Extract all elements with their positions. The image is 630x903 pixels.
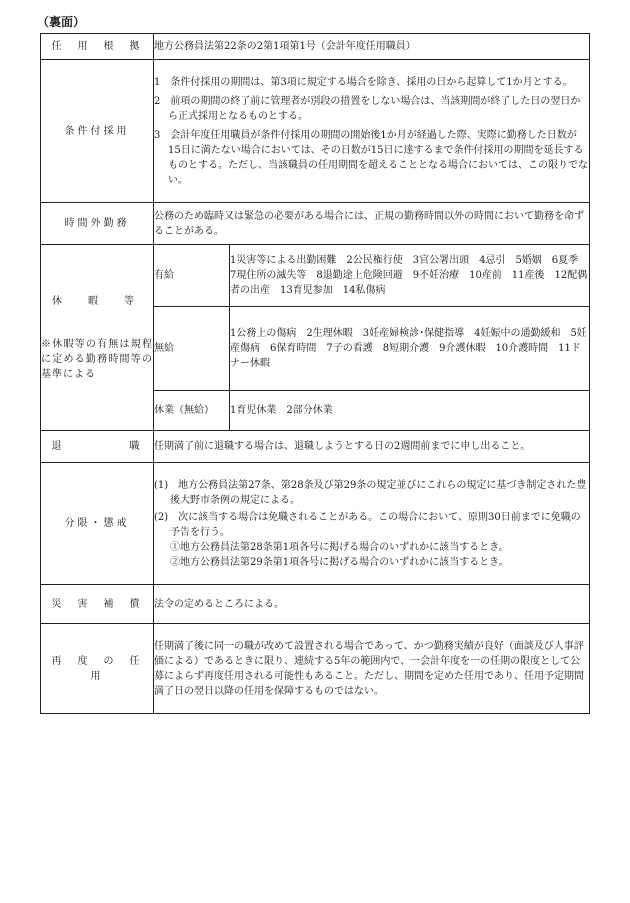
resignation-label: 退 職 (41, 431, 154, 463)
row-compensation (41, 585, 590, 624)
leave-label-cell (41, 245, 154, 431)
discipline-label: 分限・懲戒 (41, 463, 154, 585)
leave-note: ※休暇等の有無は規程に定める勤務時間等の基準による (41, 338, 153, 380)
row-discipline (41, 463, 590, 585)
row-reappointment (41, 624, 590, 714)
employment-terms-table (40, 33, 590, 714)
discipline-subitem-1: ①地方公務員法第28条第1項各号に掲げる場合のいずれかに該当するとき。 (170, 541, 509, 553)
conditional-items (154, 60, 590, 203)
leave-paid-value: 1災害等による出勤困難 2公民権行使 3官公署出頭 4忌引 5婚姻 6夏季 7現住所の滅失等 8退勤途上危険回避 9不妊治療 10産前 11産後 12配偶者の出産 13育児参加 14私傷病 (230, 245, 590, 307)
row-basis (41, 34, 590, 60)
conditional-item-1: 1 条件付採用の期間は、第3項に規定する場合を除き、採用の日から起算して1か月とする。 (154, 76, 573, 88)
leave-unpaid-value: 1公務上の傷病 2生理休暇 3妊産婦検診･保健指導 4妊娠中の通勤緩和 5妊産傷病 6保育時間 7子の看護 8短期介護 9介護休暇 10介護時間 11ドナー休暇 (230, 307, 590, 391)
discipline-item-1: (1) 地方公務員法第27条、第28条及び第29条の規定並びにこれらの規定に基づき制定された豊後大野市条例の規定による。 (154, 479, 587, 506)
discipline-item-2: (2) 次に該当する場合は免職されることがある。この場合において、原則30日前までに免職の予告を行う。 (154, 511, 581, 538)
row-overtime (41, 203, 590, 245)
basis-value: 地方公務員法第22条の2第1項第1号（会計年度任用職員） (154, 34, 590, 60)
leave-label: 休 暇 等 (52, 295, 142, 307)
conditional-label: 条件付採用 (41, 60, 154, 203)
row-conditional (41, 60, 590, 203)
discipline-items (154, 463, 590, 585)
conditional-item-2: 2 前項の期間の終了前に管理者が別段の措置をしない場合は、当該期間が終了した日の翌日から正式採用となるものとする。 (154, 95, 581, 122)
discipline-subitem-2: ②地方公務員法第29条第1項各号に掲げる場合のいずれかに該当するとき。 (170, 556, 509, 568)
overtime-label: 時間外勤務 (41, 203, 154, 245)
leave-suspension-label: 休業（無給） (154, 391, 230, 431)
overtime-value: 公務のため臨時又は緊急の必要がある場合には、正規の勤務時間以外の時間において勤務を命ずることがある。 (154, 203, 590, 245)
reverse-side-label: （裏面） (37, 15, 86, 29)
leave-paid-label: 有給 (154, 245, 230, 307)
row-resignation (41, 431, 590, 463)
basis-label: 任 用 根 拠 (41, 34, 154, 60)
leave-unpaid-label: 無給 (154, 307, 230, 391)
leave-suspension-value: 1育児休業 2部分休業 (230, 391, 590, 431)
row-leave-paid (41, 245, 590, 307)
reappointment-value: 任期満了後に同一の職が改めて設置される場合であって、かつ勤務実績が良好（面談及び人事評価による）であるときに限り、連続する5年の範囲内で、一会計年度を一の任期の限度として公募によらず再度任用される可能性もあること。ただし、期間を定めた任用であり、任用予定期間満了日の翌日以降の任用を保障するものではない。 (154, 624, 590, 714)
conditional-item-3: 3 会計年度任用職員が条件付採用の期間の開始後1か月が経過した際、実際に勤務した日数が15日に満たない場合においては、その日数が15日に達するまで条件付採用の期間を延長するものとする。ただし、当該職員の任用期間を超えることとなる場合においては、この限りでない。 (154, 129, 588, 186)
reappointment-label: 再 度 の 任 用 (41, 624, 154, 714)
resignation-value: 任期満了前に退職する場合は、退職しようとする日の2週間前までに申し出ること。 (154, 431, 590, 463)
compensation-label: 災 害 補 償 (41, 585, 154, 624)
compensation-value: 法令の定めるところによる。 (154, 585, 590, 624)
